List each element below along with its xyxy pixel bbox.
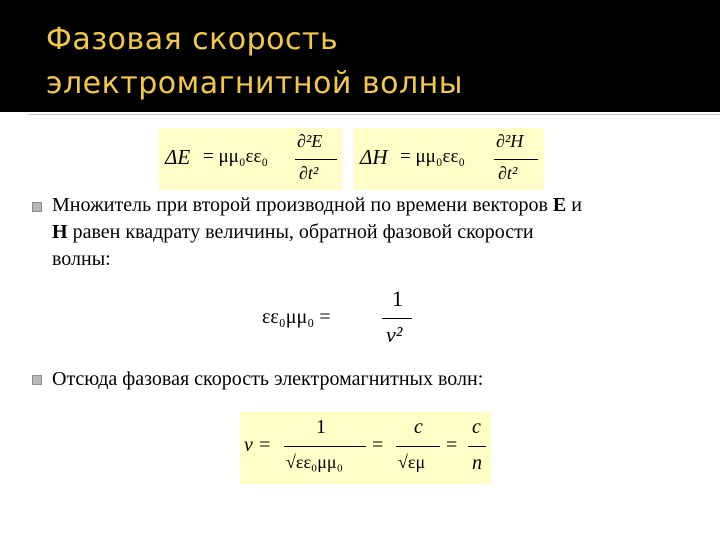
text-segment: равен квадрату величины, обратной фазовой скорости (67, 221, 534, 243)
formula-inverse-velocity (262, 284, 422, 354)
text-segment: Множитель при второй производной по времени векторов (52, 194, 553, 216)
formula-numerator: 1 (316, 416, 326, 438)
fraction-bar (468, 446, 486, 447)
formula-denominator: ∂t² (299, 163, 319, 183)
formula-denominator: n (472, 452, 482, 474)
bullet-marker (32, 202, 42, 212)
title-divider (28, 114, 720, 115)
formula-lhs: ΔH (360, 145, 388, 169)
fraction-bar (382, 318, 412, 319)
formula-denominator: √εε₀μμ₀ (286, 452, 343, 472)
formula-denominator: v² (386, 322, 403, 347)
formula-equals: = (372, 434, 384, 456)
formula-laplacian-e (159, 128, 342, 190)
title-line-1: Фазовая скорость (46, 22, 339, 57)
vector-h-label: H (52, 221, 68, 243)
formula-denominator: √εμ (398, 452, 426, 472)
fraction-bar (284, 446, 366, 447)
bullet-text-1 (52, 192, 702, 273)
fraction-bar (396, 446, 440, 447)
fraction-bar (295, 159, 337, 160)
formula-numerator: c (472, 416, 481, 438)
formula-coefficient: = μμ₀εε₀ (203, 146, 269, 167)
text-segment: волны: (52, 248, 111, 270)
text-segment: и (566, 194, 582, 216)
formula-lhs: εε₀μμ₀ = (262, 306, 331, 328)
formula-phase-velocity (240, 412, 491, 484)
vector-e-label: E (552, 194, 567, 216)
formula-equals: = (446, 434, 458, 456)
formula-lhs: v = (244, 434, 272, 456)
formula-numerator: c (414, 416, 423, 438)
bullet-marker (32, 375, 42, 385)
fraction-bar (494, 159, 538, 160)
formula-denominator: ∂t² (498, 163, 518, 183)
formula-coefficient: = μμ₀εε₀ (400, 146, 466, 167)
slide-title (46, 18, 463, 106)
formula-numerator: 1 (392, 286, 403, 311)
formula-numerator: ∂²E (297, 131, 323, 151)
formula-laplacian-h (354, 128, 544, 190)
bullet-text-2: Отсюда фазовая скорость электромагнитных волн: (52, 368, 484, 390)
formula-numerator: ∂²H (496, 131, 524, 151)
title-line-2: электромагнитной волны (46, 66, 463, 101)
formula-lhs: ΔE (165, 145, 191, 169)
